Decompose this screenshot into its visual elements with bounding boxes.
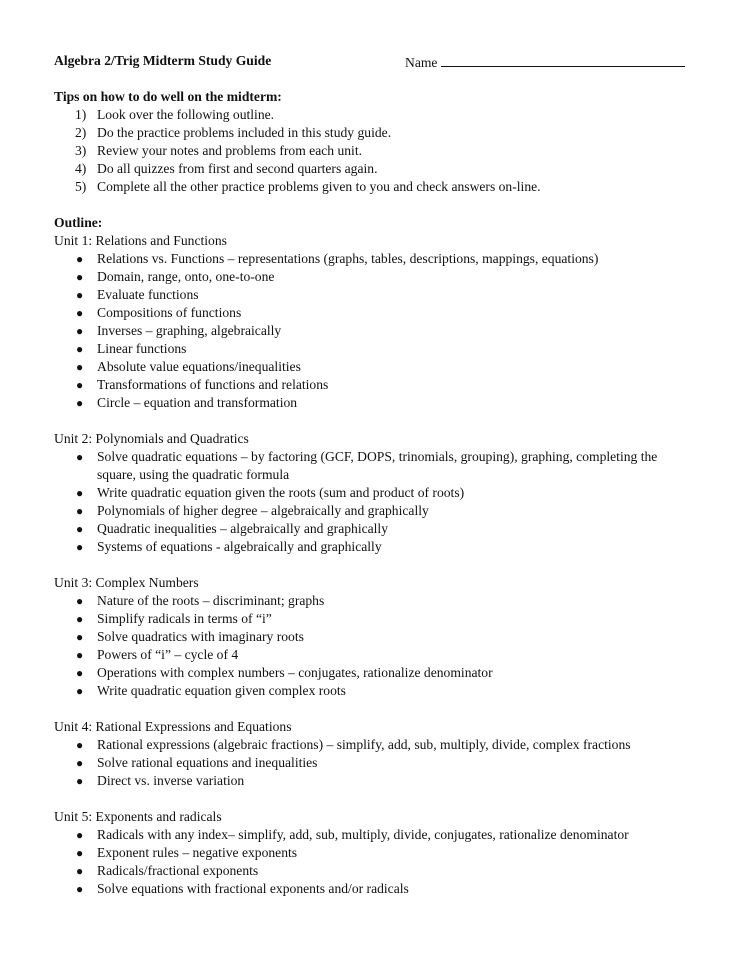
topic-text: Powers of “i” – cycle of 4 (97, 647, 239, 662)
bullet-icon: ● (76, 540, 84, 554)
bullet-icon: ● (76, 252, 84, 266)
topic-item (54, 628, 704, 646)
topic-text: Linear functions (97, 341, 187, 356)
bullet-icon: ● (76, 522, 84, 536)
outline-units (54, 232, 704, 898)
topic-text: Simplify radicals in terms of “i” (97, 611, 272, 626)
topic-text: Systems of equations - algebraically and graphically (97, 539, 382, 554)
topic-text: Polynomials of higher degree – algebraically and graphically (97, 503, 429, 518)
document-title: Algebra 2/Trig Midterm Study Guide (54, 53, 272, 68)
bullet-icon: ● (76, 342, 84, 356)
unit-section (54, 232, 704, 412)
topic-text: Rational expressions (algebraic fractions) – simplify, add, sub, multiply, divide, complex fractions (97, 737, 631, 752)
topic-text: Operations with complex numbers – conjugates, rationalize denominator (97, 665, 493, 680)
tip-number: 2) (75, 125, 87, 140)
topic-item (54, 358, 704, 376)
topic-text: Quadratic inequalities – algebraically and graphically (97, 521, 389, 536)
tip-text: Do the practice problems included in this study guide. (97, 125, 392, 140)
name-label: Name (405, 55, 438, 70)
tip-number: 4) (75, 161, 87, 176)
topic-item (54, 394, 704, 412)
topic-text: Nature of the roots – discriminant; graphs (97, 593, 325, 608)
topic-item (54, 682, 704, 700)
tip-text: Review your notes and problems from each unit. (97, 143, 363, 158)
bullet-icon: ● (76, 450, 84, 464)
topic-text: Solve quadratic equations – by factoring (GCF, DOPS, trinomials, grouping), graphing, completing the square, using the quadratic formula (97, 449, 658, 482)
unit-title: Unit 5: Exponents and radicals (54, 809, 222, 824)
topic-item (54, 862, 704, 880)
tip-text: Complete all the other practice problems given to you and check answers on-line. (97, 179, 541, 194)
bullet-icon: ● (76, 630, 84, 644)
study-guide-page (54, 52, 704, 916)
topic-text: Exponent rules – negative exponents (97, 845, 298, 860)
bullet-icon: ● (76, 378, 84, 392)
topic-item (54, 538, 704, 556)
topic-item (54, 286, 704, 304)
tip-item (54, 106, 704, 124)
bullet-icon: ● (76, 486, 84, 500)
topic-list (54, 448, 704, 556)
bullet-icon: ● (76, 306, 84, 320)
topic-text: Transformations of functions and relations (97, 377, 329, 392)
tip-item (54, 124, 704, 142)
unit-title: Unit 4: Rational Expressions and Equations (54, 719, 292, 734)
bullet-icon: ● (76, 756, 84, 770)
topic-text: Solve rational equations and inequalities (97, 755, 318, 770)
topic-text: Write quadratic equation given the roots (sum and product of roots) (97, 485, 465, 500)
bullet-icon: ● (76, 864, 84, 878)
topic-list (54, 826, 704, 898)
topic-item (54, 304, 704, 322)
topic-text: Circle – equation and transformation (97, 395, 298, 410)
bullet-icon: ● (76, 666, 84, 680)
tip-item (54, 142, 704, 160)
topic-item (54, 376, 704, 394)
bullet-icon: ● (76, 396, 84, 410)
topic-item (54, 844, 704, 862)
topic-item (54, 664, 704, 682)
bullet-icon: ● (76, 648, 84, 662)
topic-text: Evaluate functions (97, 287, 199, 302)
unit-section (54, 808, 704, 898)
topic-item (54, 880, 704, 898)
tip-number: 1) (75, 107, 87, 122)
bullet-icon: ● (76, 846, 84, 860)
topic-text: Solve quadratics with imaginary roots (97, 629, 304, 644)
unit-section (54, 574, 704, 700)
outline-heading: Outline: (54, 215, 103, 230)
unit-section (54, 430, 704, 556)
bullet-icon: ● (76, 738, 84, 752)
name-blank-line (441, 52, 685, 67)
topic-item (54, 520, 704, 538)
topic-text: Inverses – graphing, algebraically (97, 323, 282, 338)
tips-list (54, 106, 704, 196)
bullet-icon: ● (76, 882, 84, 896)
bullet-icon: ● (76, 270, 84, 284)
tips-heading: Tips on how to do well on the midterm: (54, 89, 282, 104)
tip-number: 3) (75, 143, 87, 158)
bullet-icon: ● (76, 774, 84, 788)
tip-number: 5) (75, 179, 87, 194)
bullet-icon: ● (76, 504, 84, 518)
topic-item (54, 268, 704, 286)
topic-text: Radicals/fractional exponents (97, 863, 259, 878)
bullet-icon: ● (76, 828, 84, 842)
topic-text: Direct vs. inverse variation (97, 773, 245, 788)
topic-text: Domain, range, onto, one-to-one (97, 269, 275, 284)
topic-item (54, 610, 704, 628)
topic-item (54, 340, 704, 358)
topic-text: Solve equations with fractional exponents and/or radicals (97, 881, 409, 896)
topic-item (54, 826, 704, 844)
topic-list (54, 250, 704, 412)
bullet-icon: ● (76, 324, 84, 338)
unit-title: Unit 2: Polynomials and Quadratics (54, 431, 249, 446)
tip-item (54, 160, 704, 178)
topic-item (54, 592, 704, 610)
topic-text: Radicals with any index– simplify, add, sub, multiply, divide, conjugates, rationalize denominator (97, 827, 629, 842)
topic-item (54, 772, 704, 790)
bullet-icon: ● (76, 612, 84, 626)
name-field (405, 52, 685, 72)
topic-item (54, 736, 704, 754)
unit-title: Unit 3: Complex Numbers (54, 575, 199, 590)
bullet-icon: ● (76, 360, 84, 374)
topic-text: Write quadratic equation given complex roots (97, 683, 346, 698)
tip-item (54, 178, 704, 196)
topic-text: Absolute value equations/inequalities (97, 359, 301, 374)
unit-title: Unit 1: Relations and Functions (54, 233, 227, 248)
topic-item (54, 484, 704, 502)
topic-text: Relations vs. Functions – representations (graphs, tables, descriptions, mappings, equations) (97, 251, 599, 266)
topic-item (54, 646, 704, 664)
bullet-icon: ● (76, 288, 84, 302)
tip-text: Look over the following outline. (97, 107, 275, 122)
bullet-icon: ● (76, 594, 84, 608)
unit-section (54, 718, 704, 790)
topic-item (54, 322, 704, 340)
topic-list (54, 592, 704, 700)
topic-list (54, 736, 704, 790)
tip-text: Do all quizzes from first and second quarters again. (97, 161, 378, 176)
topic-text: Compositions of functions (97, 305, 242, 320)
header-row (54, 52, 704, 70)
topic-item (54, 502, 704, 520)
topic-item (54, 754, 704, 772)
topic-item (54, 250, 704, 268)
topic-item (54, 448, 704, 484)
bullet-icon: ● (76, 684, 84, 698)
